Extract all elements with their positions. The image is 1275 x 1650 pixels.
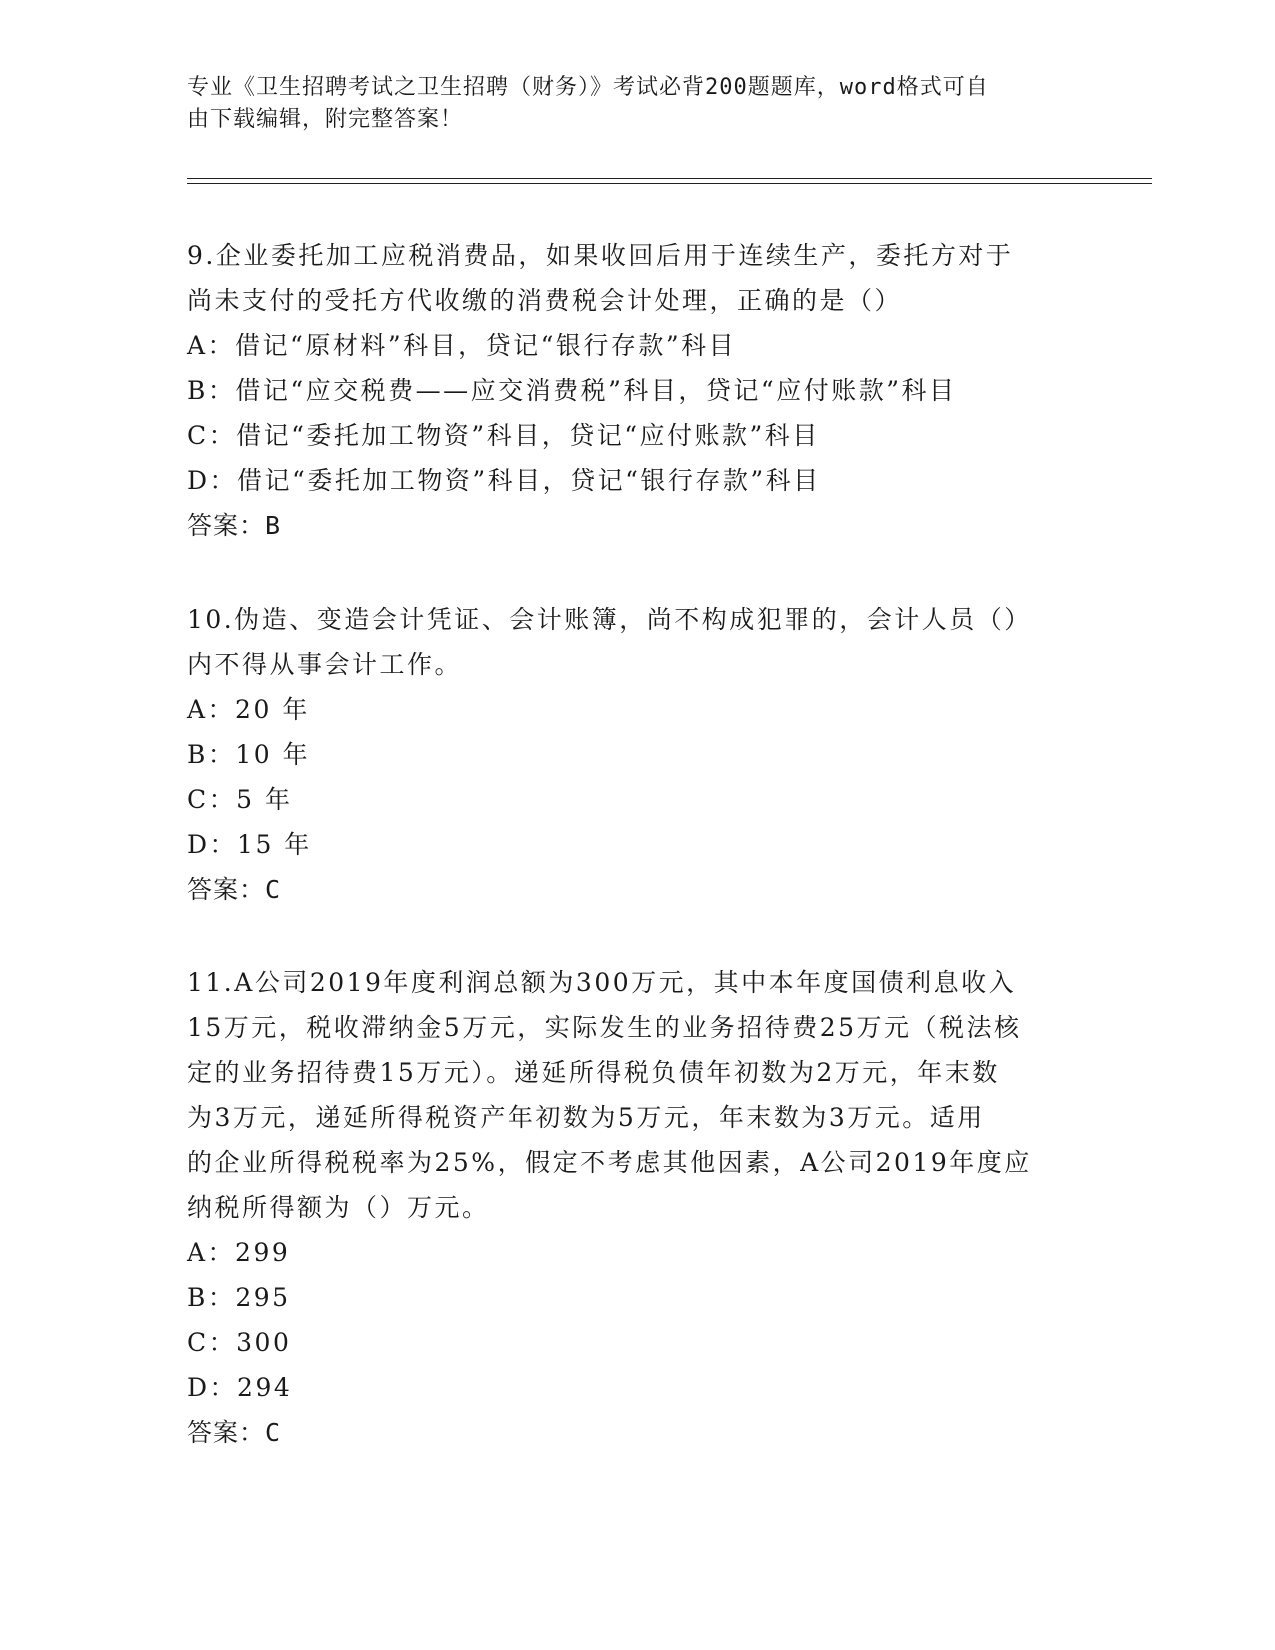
option-d: D：借记“委托加工物资”科目，贷记“银行存款”科目: [187, 466, 821, 495]
answer: 答案：C: [187, 875, 282, 904]
question-line: 9.企业委托加工应税消费品，如果收回后用于连续生产，委托方对于: [187, 241, 1014, 270]
answer: 答案：C: [187, 1418, 282, 1447]
question-9: [187, 233, 1087, 548]
question-text: [187, 233, 1087, 323]
question-line: 纳税所得额为（）万元。: [187, 1193, 490, 1222]
option-b: B：295: [187, 1283, 291, 1312]
question-line: 内不得从事会计工作。: [187, 650, 463, 679]
option-a: A：299: [187, 1238, 291, 1267]
header-divider: [187, 183, 1152, 184]
question-line: 为3万元，递延所得税资产年初数为5万元，年末数为3万元。适用: [187, 1103, 985, 1132]
answer: 答案：B: [187, 511, 282, 540]
option-b: B：10 年: [187, 740, 311, 769]
question-line: 15万元，税收滞纳金5万元，实际发生的业务招待费25万元（税法核: [187, 1013, 1022, 1042]
question-line: 尚未支付的受托方代收缴的消费税会计处理，正确的是（）: [187, 286, 903, 315]
option-c: C：借记“委托加工物资”科目，贷记“应付账款”科目: [187, 421, 820, 450]
option-a: A：借记“原材料”科目，贷记“银行存款”科目: [187, 331, 737, 360]
question-10: [187, 597, 1087, 912]
option-c: C：300: [187, 1328, 292, 1357]
option-c: C：5 年: [187, 785, 293, 814]
document-intro: [187, 72, 1067, 136]
option-a: A：20 年: [187, 695, 310, 724]
intro-line: 专业《卫生招聘考试之卫生招聘（财务）》考试必背200题题库，word格式可自: [187, 75, 989, 100]
question-text: [187, 597, 1087, 687]
header-divider: [187, 178, 1152, 179]
question-line: 10.伪造、变造会计凭证、会计账簿，尚不构成犯罪的，会计人员（）: [187, 605, 1032, 634]
option-d: D：15 年: [187, 830, 312, 859]
option-b: B：借记“应交税费——应交消费税”科目，贷记“应付账款”科目: [187, 376, 957, 405]
question-line: 11.A公司2019年度利润总额为300万元，其中本年度国债利息收入: [187, 968, 1017, 997]
option-d: D：294: [187, 1373, 293, 1402]
question-text: [187, 960, 1087, 1230]
question-line: 的企业所得税税率为25%，假定不考虑其他因素，A公司2019年度应: [187, 1148, 1032, 1177]
intro-line: 由下载编辑，附完整答案！: [187, 107, 464, 132]
question-line: 定的业务招待费15万元）。递延所得税负债年初数为2万元，年末数: [187, 1058, 1000, 1087]
question-11: [187, 960, 1087, 1455]
